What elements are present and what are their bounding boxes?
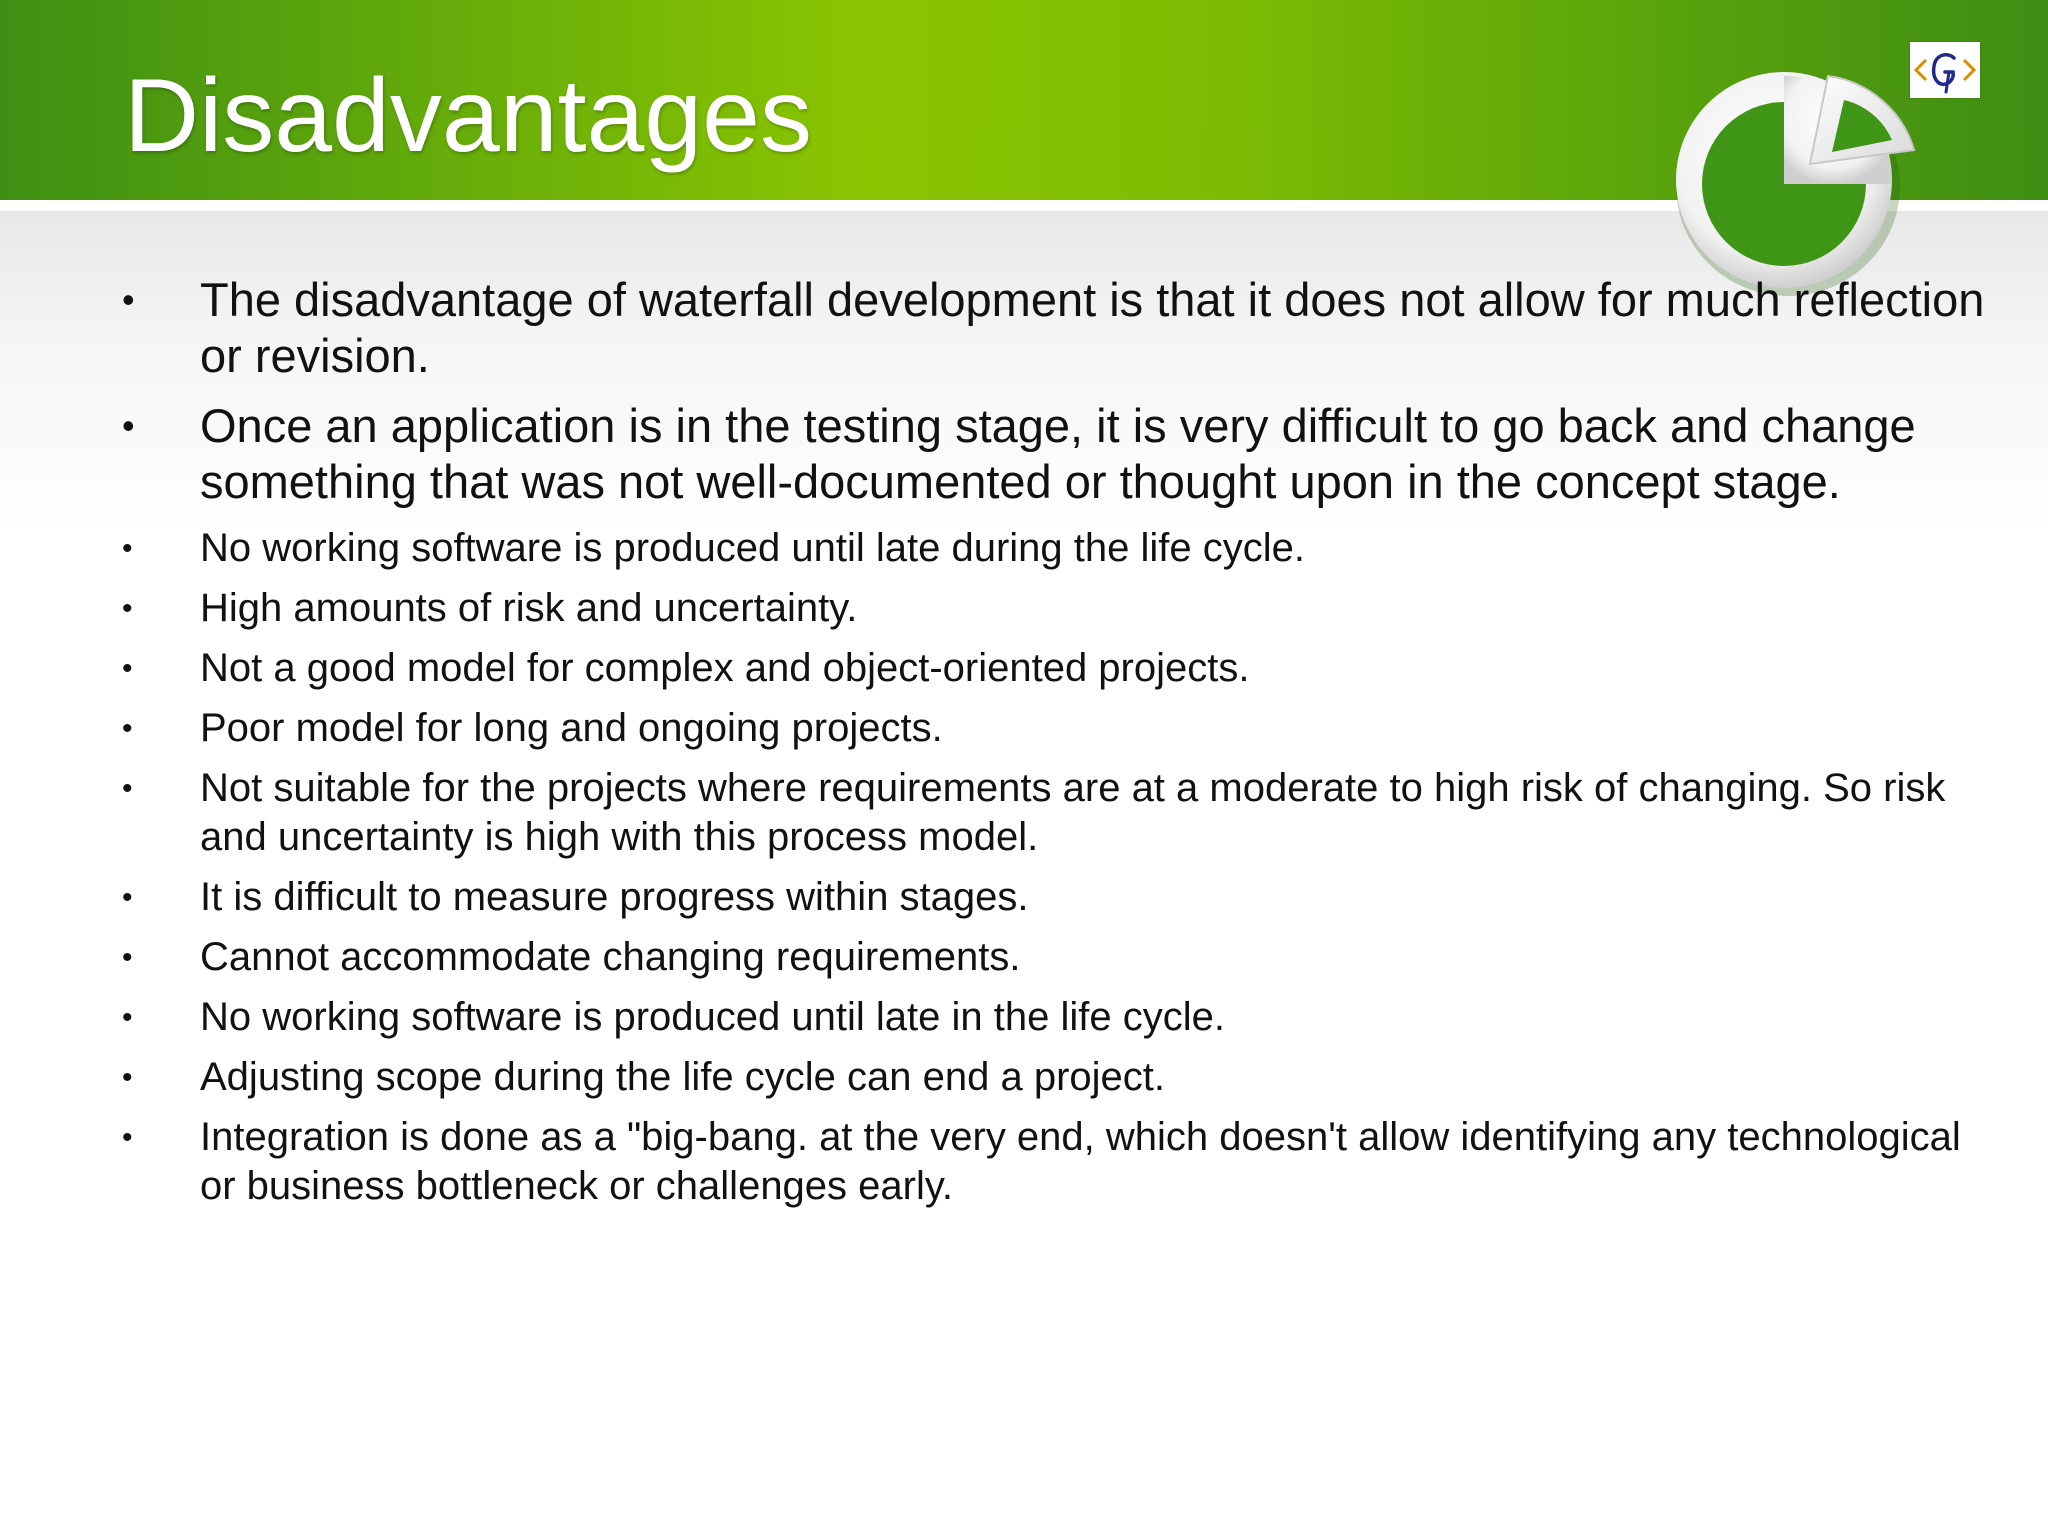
- bullet-dot-icon: •: [122, 592, 133, 625]
- bullet-item: [0, 873, 2048, 922]
- bullet-text: High amounts of risk and uncertainty.: [200, 586, 858, 630]
- bullet-list: [0, 272, 2048, 1222]
- bullet-item: [0, 1053, 2048, 1102]
- bullet-dot-icon: •: [122, 1061, 133, 1094]
- bullet-dot-icon: •: [122, 1121, 133, 1154]
- slide-title: Disadvantages: [124, 58, 812, 174]
- bullet-text: Poor model for long and ongoing projects.: [200, 706, 943, 750]
- bullet-dot-icon: •: [122, 532, 133, 565]
- bullet-item: [0, 993, 2048, 1042]
- bullet-text: The disadvantage of waterfall development is that it does not allow for much reflection or revision.: [200, 273, 1985, 382]
- bullet-dot-icon: •: [122, 1001, 133, 1034]
- bullet-item: [0, 764, 2048, 862]
- bullet-text: Integration is done as a "big-bang. at the very end, which doesn't allow identifying any technological or business bottleneck or challenges early.: [200, 1115, 1961, 1208]
- bullet-item: [0, 398, 2048, 510]
- bullet-item: [0, 644, 2048, 693]
- bullet-dot-icon: •: [122, 405, 135, 446]
- bullet-item: [0, 933, 2048, 982]
- bullet-text: Adjusting scope during the life cycle can end a project.: [200, 1055, 1166, 1099]
- bullet-text: It is difficult to measure progress within stages.: [200, 875, 1029, 919]
- bullet-text: Not a good model for complex and object-oriented projects.: [200, 646, 1250, 690]
- bullet-text: No working software is produced until late in the life cycle.: [200, 995, 1225, 1039]
- bullet-dot-icon: •: [122, 712, 133, 745]
- bullet-dot-icon: •: [122, 772, 133, 805]
- bullet-dot-icon: •: [122, 652, 133, 685]
- bullet-dot-icon: •: [122, 279, 135, 320]
- bullet-dot-icon: •: [122, 881, 133, 914]
- bullet-text: Once an application is in the testing stage, it is very difficult to go back and change something that was not well-documented or thought upon in the concept stage.: [200, 399, 1916, 508]
- bullet-item: [0, 584, 2048, 633]
- bullet-text: No working software is produced until late during the life cycle.: [200, 526, 1305, 570]
- bullet-text: Cannot accommodate changing requirements.: [200, 935, 1021, 979]
- company-logo: [1910, 42, 1980, 98]
- bullet-item: [0, 272, 2048, 384]
- bullet-item: [0, 704, 2048, 753]
- bullet-item: [0, 524, 2048, 573]
- bullet-dot-icon: •: [122, 941, 133, 974]
- bullet-text: Not suitable for the projects where requirements are at a moderate to high risk of changing. So risk and uncertainty is high with this process model.: [200, 766, 1946, 859]
- logo-g-icon: [1910, 42, 1980, 98]
- bullet-item: [0, 1113, 2048, 1211]
